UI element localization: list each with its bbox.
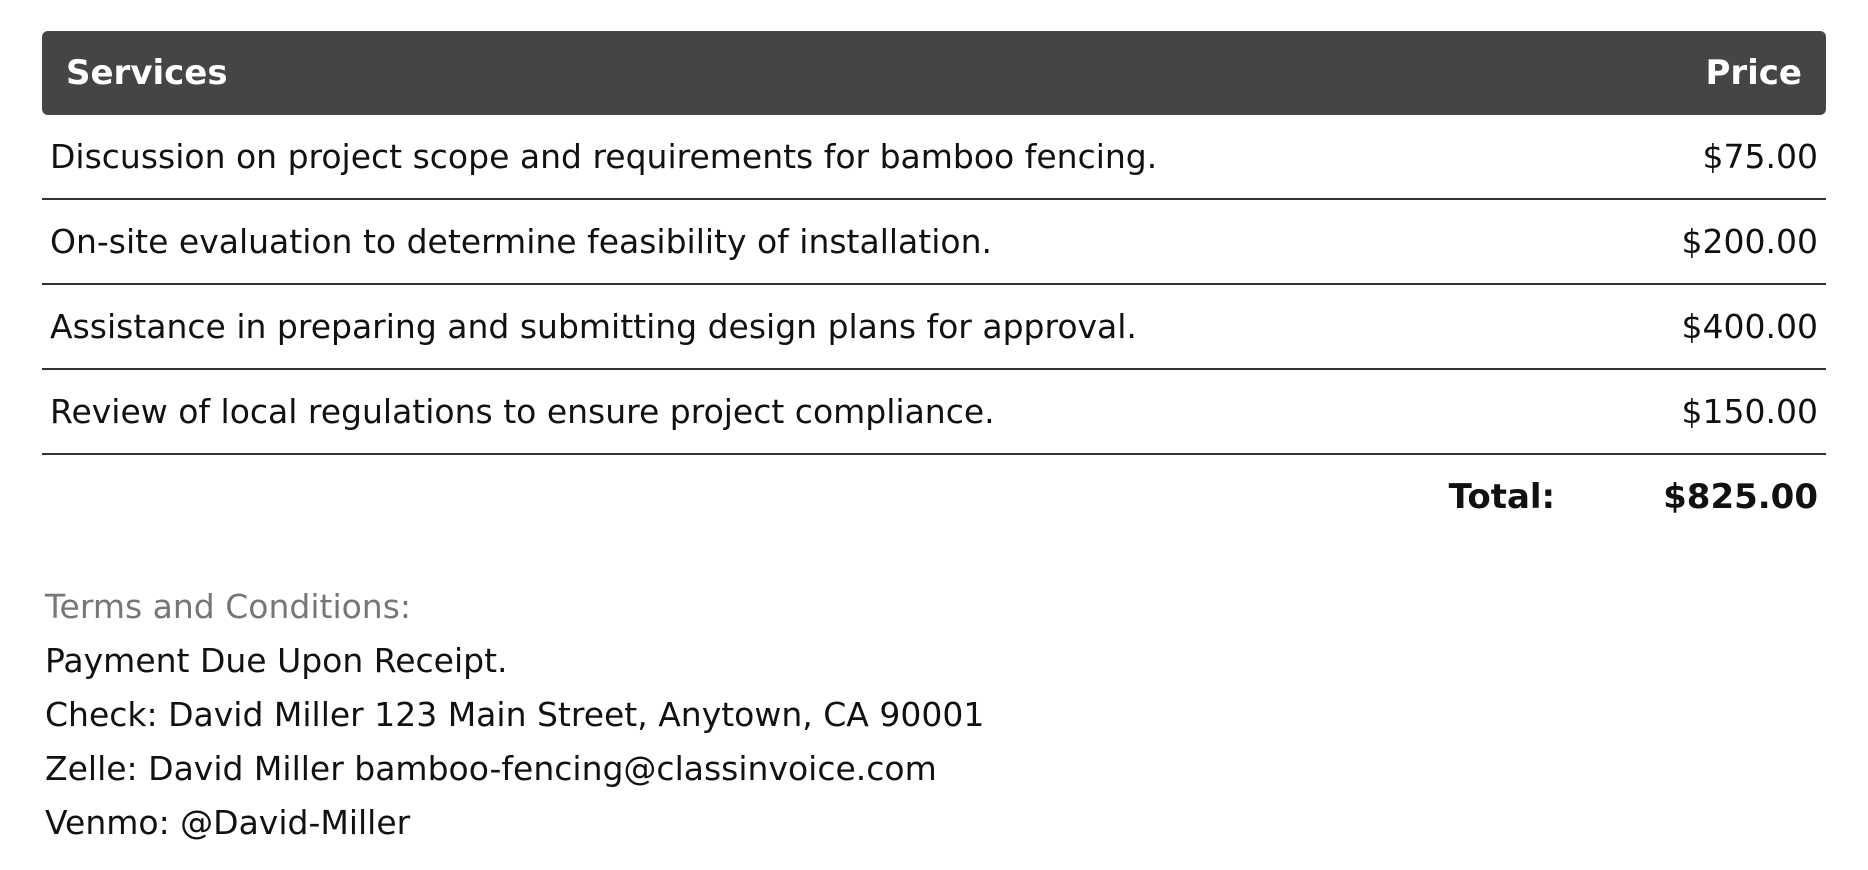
service-description: Review of local regulations to ensure project compliance. xyxy=(50,392,995,431)
service-price: $150.00 xyxy=(1681,392,1818,431)
venmo-payment-line: Venmo: @David-Miller xyxy=(45,803,411,842)
table-row xyxy=(42,285,1826,370)
terms-heading: Terms and Conditions: xyxy=(45,587,412,626)
table-row xyxy=(42,370,1826,455)
services-column-header: Services xyxy=(66,53,228,93)
service-price: $400.00 xyxy=(1681,307,1818,346)
service-price: $75.00 xyxy=(1702,137,1818,176)
table-header xyxy=(42,31,1826,115)
payment-due-line: Payment Due Upon Receipt. xyxy=(45,641,508,680)
table-row xyxy=(42,115,1826,200)
total-value: $825.00 xyxy=(1663,477,1818,517)
table-row xyxy=(42,200,1826,285)
terms-section xyxy=(45,580,984,850)
service-description: Discussion on project scope and requirements for bamboo fencing. xyxy=(50,137,1158,176)
service-description: On-site evaluation to determine feasibility of installation. xyxy=(50,222,992,261)
check-payment-line: Check: David Miller 123 Main Street, Anytown, CA 90001 xyxy=(45,695,985,734)
total-label: Total: xyxy=(1448,477,1556,517)
service-price: $200.00 xyxy=(1681,222,1818,261)
service-description: Assistance in preparing and submitting design plans for approval. xyxy=(50,307,1137,346)
total-row xyxy=(42,455,1826,539)
services-table xyxy=(42,31,1826,539)
zelle-payment-line: Zelle: David Miller bamboo-fencing@classinvoice.com xyxy=(45,749,937,788)
price-column-header: Price xyxy=(1705,53,1802,93)
